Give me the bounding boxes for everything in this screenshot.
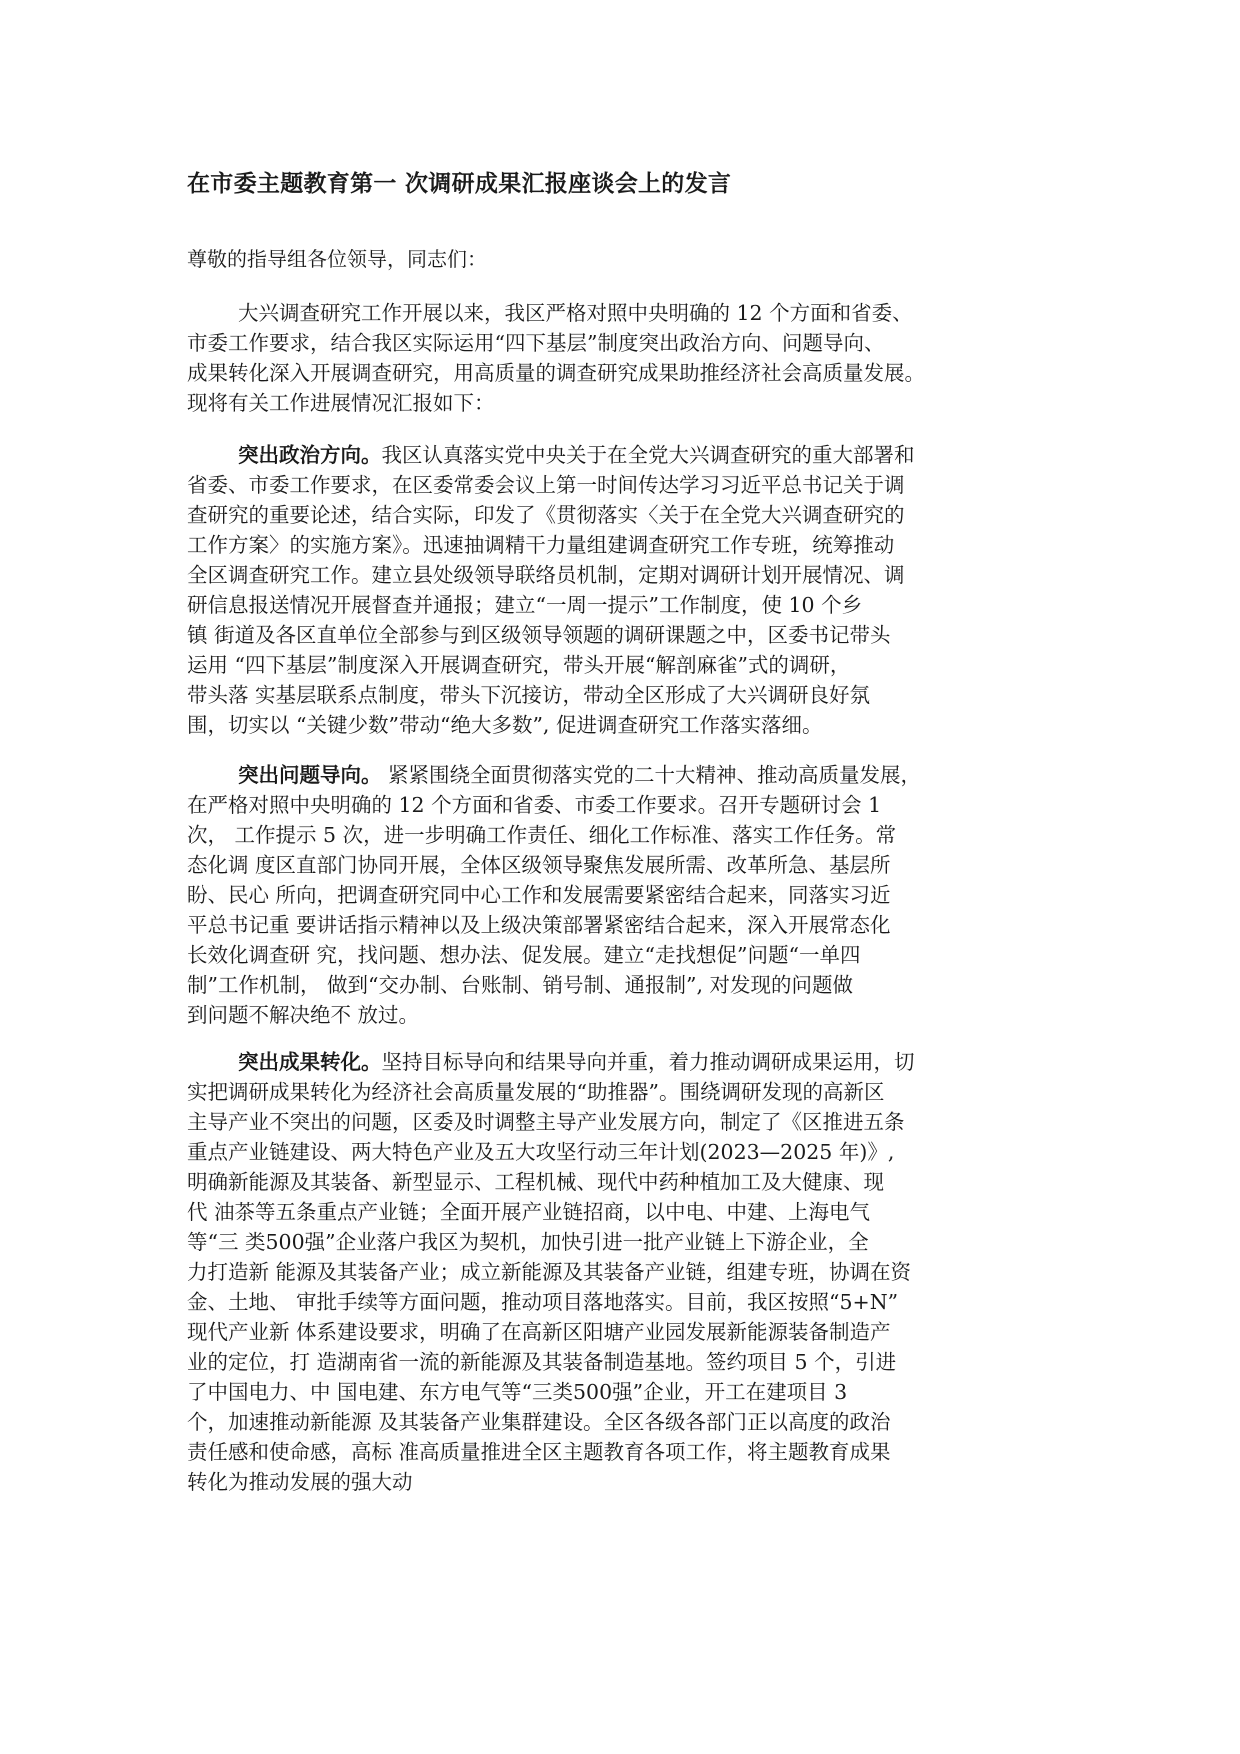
paragraph-line: 工作方案〉的实施方案》。迅速抽调精干力量组建调查研究工作专班，统筹推动 <box>187 533 895 557</box>
paragraph-first-line <box>187 760 1047 790</box>
paragraph-line: 现代产业新 体系建设要求，明确了在高新区阳塘产业园发展新能源装备制造产 <box>187 1320 891 1344</box>
paragraph-line: 查研究的重要论述，结合实际，印发了《贯彻落实〈关于在全党大兴调查研究的 <box>187 503 905 527</box>
paragraph-line: 力打造新 能源及其装备产业；成立新能源及其装备产业链，组建专班，协调在资 <box>187 1260 912 1284</box>
paragraph-line: 全区调查研究工作。建立县处级领导联络员机制，定期对调研计划开展情况、调 <box>187 563 905 587</box>
paragraph-line: 金、土地、 审批手续等方面问题，推动项目落地落实。目前，我区按照“5+N” <box>187 1290 899 1314</box>
section-heading: 突出问题导向。 <box>238 763 382 787</box>
paragraph-text: 紧紧围绕全面贯彻落实党的二十大精神、推动高质量发展， <box>381 763 922 787</box>
salutation: 尊敬的指导组各位领导，同志们： <box>187 247 487 271</box>
paragraph-line: 主导产业不突出的问题，区委及时调整主导产业发展方向，制定了《区推进五条 <box>187 1110 905 1134</box>
paragraph-line: 转化为推动发展的强大动 <box>187 1470 413 1494</box>
paragraph-line: 围，切实以 “关键少数”带动“绝大多数”, 促进调查研究工作落实落细。 <box>187 713 823 737</box>
section-result-transformation <box>187 1047 1047 1497</box>
paragraph-line: 代 油茶等五条重点产业链；全面开展产业链招商，以中电、中建、上海电气 <box>187 1200 871 1224</box>
paragraph-line: 等“三 类500强”企业落户我区为契机，加快引进一批产业链上下游企业，全 <box>187 1230 869 1254</box>
paragraph-line: 个，加速推动新能源 及其装备产业集群建设。全区各级各部门正以高度的政治 <box>187 1410 891 1434</box>
paragraph-line: 了中国电力、中 国电建、东方电气等“三类500强”企业，开工在建项目 3 <box>187 1380 848 1404</box>
paragraph-line: 平总书记重 要讲话指示精神以及上级决策部署紧密结合起来，深入开展常态化 <box>187 913 891 937</box>
paragraph-line: 运用 “四下基层”制度深入开展调查研究，带头开展“解剖麻雀”式的调研， <box>187 653 851 677</box>
paragraph-line: 现将有关工作进展情况汇报如下： <box>187 391 495 415</box>
paragraph-line: 责任感和使命感，高标 准高质量推进全区主题教育各项工作，将主题教育成果 <box>187 1440 891 1464</box>
paragraph-line: 镇 街道及各区直单位全部参与到区级领导领题的调研课题之中，区委书记带头 <box>187 623 891 647</box>
paragraph-line: 市委工作要求，结合我区实际运用“四下基层”制度突出政治方向、问题导向、 <box>187 331 885 355</box>
paragraph-line: 实把调研成果转化为经济社会高质量发展的“助推器”。围绕调研发现的高新区 <box>187 1080 885 1104</box>
paragraph-line: 盼、民心 所向，把调查研究同中心工作和发展需要紧密结合起来，同落实习近 <box>187 883 891 907</box>
paragraph-line: 大兴调查研究工作开展以来，我区严格对照中央明确的 12 个方面和省委、 <box>238 301 913 325</box>
paragraph-line: 制”工作机制， 做到“交办制、台账制、销号制、通报制”, 对发现的问题做 <box>187 973 853 997</box>
section-heading: 突出成果转化。 <box>238 1050 382 1074</box>
paragraph-line: 明确新能源及其装备、新型显示、工程机械、现代中药种植加工及大健康、现 <box>187 1170 884 1194</box>
paragraph-line: 省委、市委工作要求，在区委常委会议上第一时间传达学习习近平总书记关于调 <box>187 473 905 497</box>
section-political-direction <box>187 440 1047 740</box>
paragraph-first-line <box>187 440 1047 470</box>
paragraph-line: 在严格对照中央明确的 12 个方面和省委、市委工作要求。召开专题研讨会 1 <box>187 793 882 817</box>
paragraph-line: 研信息报送情况开展督查并通报；建立“一周一提示”工作制度，使 10 个乡 <box>187 593 863 617</box>
paragraph-first-line <box>187 1047 1047 1077</box>
section-heading: 突出政治方向。 <box>238 443 382 467</box>
paragraph-line: 到问题不解决绝不 放过。 <box>187 1003 420 1027</box>
paragraph-line: 重点产业链建设、两大特色产业及五大攻坚行动三年计划(2023—2025 年)》, <box>187 1140 895 1164</box>
paragraph-line: 业的定位，打 造湖南省一流的新能源及其装备制造基地。签约项目 5 个，引进 <box>187 1350 897 1374</box>
paragraph-text: 坚持目标导向和结果导向并重，着力推动调研成果运用，切 <box>381 1050 915 1074</box>
paragraph-line: 长效化调查研 究，找问题、想办法、促发展。建立“走找想促”问题“一单四 <box>187 943 861 967</box>
paragraph-line: 成果转化深入开展调查研究，用高质量的调查研究成果助推经济社会高质量发展。 <box>187 361 925 385</box>
paragraph-line: 态化调 度区直部门协同开展，全体区级领导聚焦发展所需、改革所急、基层所 <box>187 853 891 877</box>
paragraph-line: 次， 工作提示 5 次，进一步明确工作责任、细化工作标准、落实工作任务。常 <box>187 823 897 847</box>
intro-paragraph <box>187 298 1047 418</box>
paragraph-text: 我区认真落实党中央关于在全党大兴调查研究的重大部署和 <box>381 443 915 467</box>
document-title: 在市委主题教育第一 次调研成果汇报座谈会上的发言 <box>187 170 732 197</box>
paragraph-line: 带头落 实基层联系点制度，带头下沉接访，带动全区形成了大兴调研良好氛 <box>187 683 871 707</box>
section-problem-orientation <box>187 760 1047 1030</box>
